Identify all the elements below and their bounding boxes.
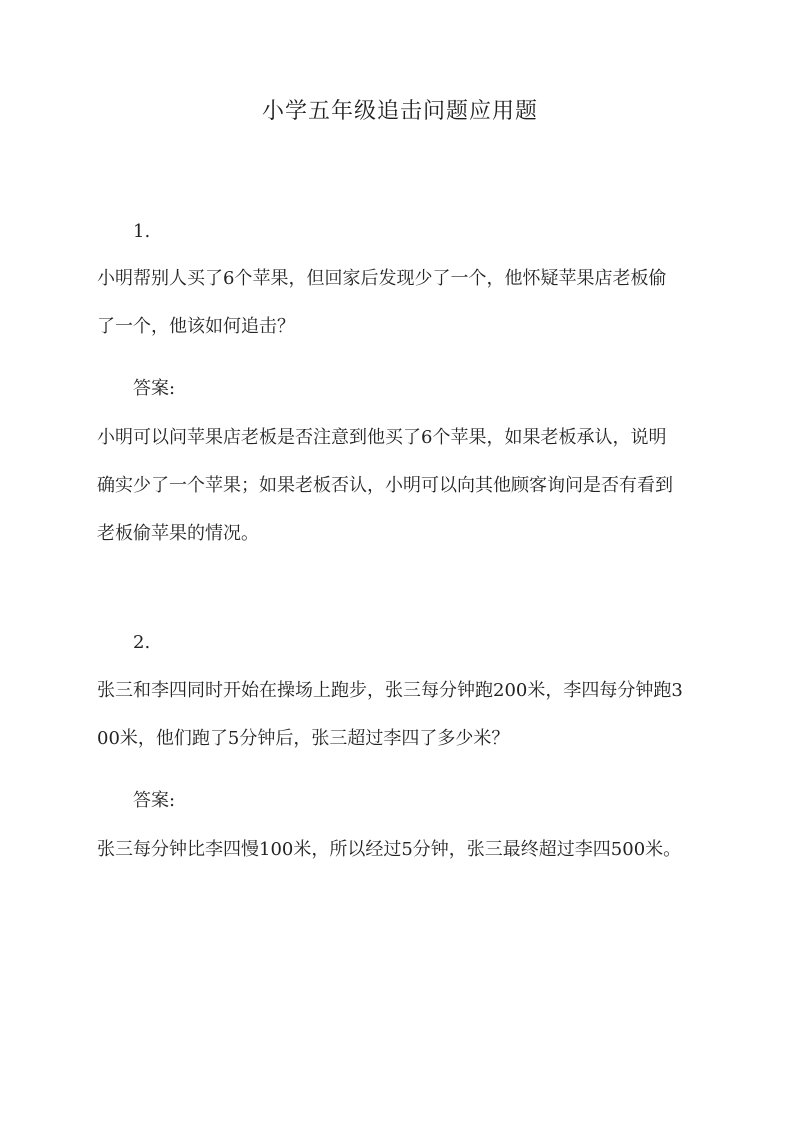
answer-1-line-3: 老板偷苹果的情况。 [97,523,259,544]
document-title: 小学五年级追击问题应用题 [261,99,538,124]
question-1-line-2: 了一个，他该如何追击？ [97,316,295,337]
question-1-number: 1. [133,221,151,242]
answer-1-line-2: 确实少了一个苹果；如果老板否认，小明可以向其他顾客询问是否有看到 [97,475,673,496]
answer-2-line-1: 张三每分钟比李四慢100米，所以经过5分钟，张三最终超过李四500米。 [97,839,682,860]
question-2-line-2: 00米，他们跑了5分钟后，张三超过李四了多少米？ [97,728,510,749]
answer-2-label: 答案: [133,790,176,811]
answer-1-line-1: 小明可以问苹果店老板是否注意到他买了6个苹果，如果老板承认，说明 [97,427,667,448]
question-1-line-1: 小明帮别人买了6个苹果，但回家后发现少了一个，他怀疑苹果店老板偷 [97,268,667,289]
question-2-number: 2. [133,632,151,653]
answer-1-label: 答案: [133,378,176,399]
question-2-line-1: 张三和李四同时开始在操场上跑步，张三每分钟跑200米，李四每分钟跑3 [97,680,683,701]
